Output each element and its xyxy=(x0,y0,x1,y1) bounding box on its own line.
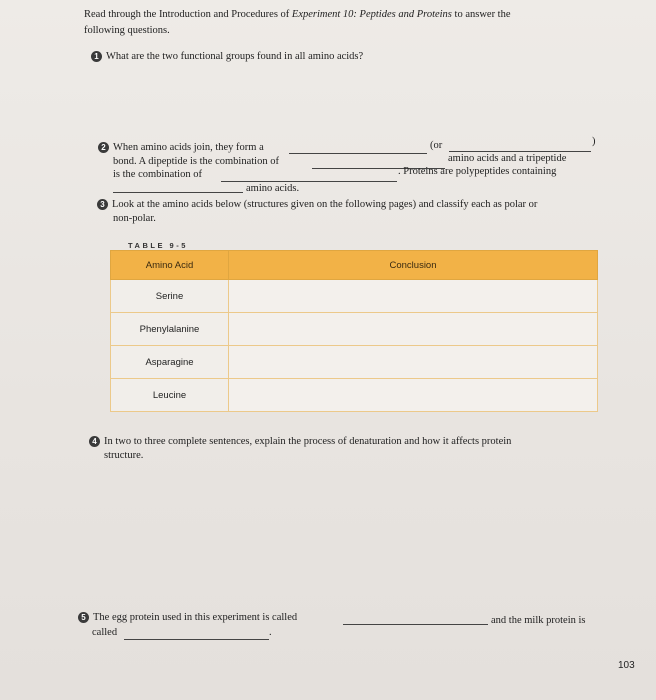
amino-acid-name: Serine xyxy=(111,280,229,313)
q2-close-paren: ) xyxy=(592,136,596,147)
question-4-line-1: 4 In two to three complete sentences, explain the process of denaturation and how it affects protein xyxy=(89,435,511,448)
bond-alt-name-blank[interactable] xyxy=(449,141,591,152)
question-5-period: . xyxy=(269,627,272,638)
conclusion-cell[interactable] xyxy=(229,313,598,346)
amino-acid-name: Phenylalanine xyxy=(111,313,229,346)
table-label: TABLE 9-5 xyxy=(128,241,188,250)
question-2-line-3a: is the combination of xyxy=(113,169,202,180)
question-number-badge: 5 xyxy=(78,612,89,623)
question-2-line-2b: amino acids and a tripeptide xyxy=(448,153,567,164)
question-1 xyxy=(91,50,363,63)
conclusion-cell[interactable] xyxy=(229,280,598,313)
question-number-badge: 4 xyxy=(89,436,100,447)
question-2-line-1: 2 When amino acids join, they form a xyxy=(98,141,264,154)
table-row xyxy=(111,346,598,379)
conclusion-cell[interactable] xyxy=(229,346,598,379)
header-conclusion: Conclusion xyxy=(229,251,598,280)
question-3-line-1: 3 Look at the amino acids below (structures given on the following pages) and classify each as polar or xyxy=(97,198,537,211)
amino-acid-table xyxy=(110,250,598,412)
question-4-line-2: structure. xyxy=(104,450,144,461)
question-number-badge: 3 xyxy=(97,199,108,210)
polypeptide-count-blank[interactable] xyxy=(113,182,243,193)
bond-name-blank[interactable] xyxy=(289,143,427,154)
intro-line-2: following questions. xyxy=(84,25,170,36)
egg-protein-blank[interactable] xyxy=(343,614,488,625)
amino-acid-name: Leucine xyxy=(111,379,229,412)
table-row xyxy=(111,280,598,313)
question-2-line-2a: bond. A dipeptide is the combination of xyxy=(113,156,279,167)
header-amino-acid: Amino Acid xyxy=(111,251,229,280)
question-5-line-2a: called xyxy=(92,627,118,638)
question-1-text: What are the two functional groups found in all amino acids? xyxy=(106,51,364,62)
conclusion-cell[interactable] xyxy=(229,379,598,412)
question-number-badge: 1 xyxy=(91,51,102,62)
question-3-line-2: non-polar. xyxy=(113,213,156,224)
question-5-line-1: 5 The egg protein used in this experiment is called xyxy=(78,611,297,624)
table-row xyxy=(111,313,598,346)
page-number: 103 xyxy=(618,660,635,671)
table-row xyxy=(111,379,598,412)
milk-protein-blank[interactable] xyxy=(124,629,269,640)
question-2-line-4: amino acids. xyxy=(246,183,300,194)
question-number-badge: 2 xyxy=(98,142,109,153)
question-5-line-1b: and the milk protein is xyxy=(491,615,586,626)
q2-or-text: (or xyxy=(430,140,443,151)
question-2-line-3b: . Proteins are polypeptides containing xyxy=(398,166,557,177)
tripeptide-count-blank[interactable] xyxy=(221,171,397,182)
amino-acid-name: Asparagine xyxy=(111,346,229,379)
intro-line-1: Read through the Introduction and Procedures of Experiment 10: Peptides and Proteins to answer the xyxy=(84,9,511,20)
